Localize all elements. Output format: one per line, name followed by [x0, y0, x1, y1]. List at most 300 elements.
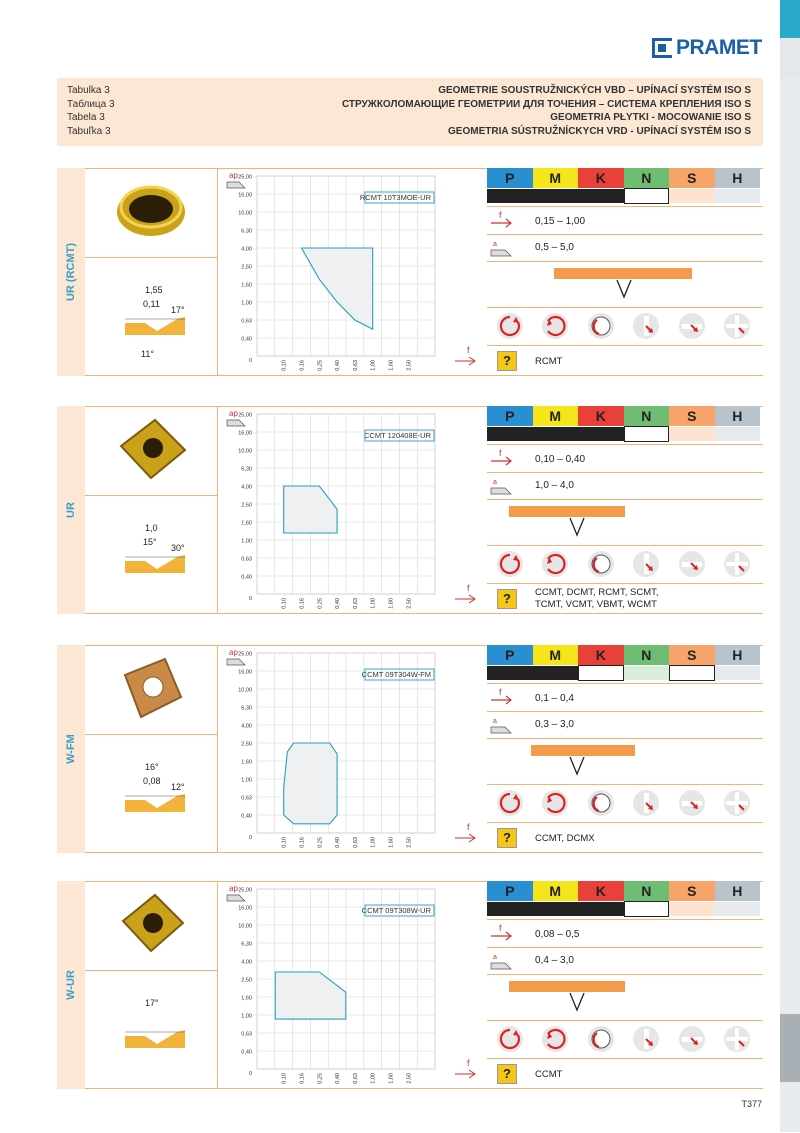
chipbreaker-profile	[85, 734, 217, 853]
svg-text:a: a	[493, 954, 497, 961]
question-icon: ?	[497, 828, 517, 848]
material-h: H	[715, 645, 761, 665]
conditional-mark	[624, 188, 670, 204]
y-tick-label: 6,30	[241, 466, 252, 473]
x-tick-label: 1,60	[388, 360, 395, 371]
y-tick-label: 0,40	[241, 1049, 252, 1056]
suitability-cell	[578, 189, 624, 203]
material-suitability-row	[487, 427, 760, 441]
chart-label-box	[364, 430, 434, 441]
suitability-cell	[578, 902, 624, 916]
insert-image-cell	[85, 645, 218, 735]
depth-of-cut-icon	[489, 715, 515, 735]
suitability-cell	[669, 902, 715, 916]
y-tick-label: 0,40	[241, 336, 252, 343]
y-tick-label: 4,00	[241, 484, 252, 491]
operation-icons-row	[487, 784, 763, 823]
suitability-cell	[624, 666, 670, 680]
feed-depth-chart	[217, 645, 487, 853]
geometry-dimension: 1,0	[145, 523, 158, 533]
operation-slot	[487, 550, 533, 578]
operation-slot	[715, 312, 761, 340]
material-m: M	[533, 881, 579, 901]
y-tick-label: 0	[248, 1071, 252, 1077]
x-tick-label: 0,40	[335, 837, 342, 848]
geometry-dimension: 1,55	[145, 285, 163, 295]
feed-depth-chart	[217, 881, 487, 1089]
y-tick-label: 6,30	[241, 228, 252, 235]
insert-designation: RCMT 10T3MOE-UR	[359, 193, 431, 202]
x-tick-label: 0,10	[281, 598, 288, 609]
feed-row	[487, 919, 763, 948]
material-n: N	[624, 881, 670, 901]
material-cell	[487, 168, 763, 376]
material-groups	[487, 881, 760, 901]
chart-cell	[217, 406, 487, 614]
material-n: N	[624, 406, 670, 426]
x-tick-label: 0,25	[317, 837, 324, 848]
y-tick-label: 10,00	[238, 687, 252, 694]
question-icon: ?	[497, 1064, 517, 1084]
grades-row	[487, 822, 763, 854]
y-tick-label: 25,00	[238, 887, 252, 894]
insert-types-list: RCMT	[535, 356, 563, 367]
chip-control-row	[487, 974, 763, 1021]
external-turning-icon	[496, 312, 524, 340]
insert-photo	[85, 406, 217, 495]
x-tick-label: 2,50	[406, 360, 413, 371]
profiling-icon	[678, 550, 706, 578]
page-number: T377	[741, 1099, 762, 1109]
x-tick-label: 1,00	[370, 598, 377, 609]
geometry-dimension: 0,11	[143, 299, 160, 309]
suitability-cell	[533, 427, 579, 441]
operation-slot	[669, 789, 715, 817]
y-tick-label: 0,63	[241, 318, 252, 325]
operation-slot	[487, 1025, 533, 1053]
pramet-logo-mark	[652, 38, 672, 58]
x-tick-label: 0,10	[281, 837, 288, 848]
geometry-dimension: 17°	[145, 998, 159, 1008]
feed-arrow-icon	[455, 357, 475, 365]
operation-slot	[578, 789, 624, 817]
facing-icon	[632, 550, 660, 578]
y-axis-label: ap	[229, 171, 238, 180]
material-p: P	[487, 881, 533, 901]
y-tick-label: 2,50	[241, 264, 252, 271]
x-tick-label: 0,40	[335, 1073, 342, 1084]
insert-hole	[143, 913, 163, 933]
table-label: Tabulka 3	[67, 85, 110, 96]
material-h: H	[715, 406, 761, 426]
x-tick-label: 1,00	[370, 1073, 377, 1084]
geometry-dimension: 15°	[143, 537, 157, 547]
material-suitability-row	[487, 189, 760, 203]
suitable-mark	[487, 189, 533, 203]
feed-arrow-icon	[455, 834, 475, 842]
internal-turning-icon	[587, 789, 615, 817]
suitability-cell	[624, 427, 670, 441]
suitability-cell	[624, 189, 670, 203]
x-tick-label: 0,40	[335, 598, 342, 609]
reverse-turning-icon	[541, 550, 569, 578]
conditional-mark	[624, 901, 670, 917]
geometry-section	[57, 406, 763, 614]
geometry-cell	[85, 257, 218, 376]
operation-slot	[715, 1025, 761, 1053]
material-m: M	[533, 645, 579, 665]
material-n: N	[624, 168, 670, 188]
question-icon: ?	[497, 589, 517, 609]
conditional-mark	[578, 665, 624, 681]
suitable-mark	[533, 666, 579, 680]
y-tick-label: 4,00	[241, 723, 252, 730]
material-groups	[487, 406, 760, 426]
y-tick-label: 2,50	[241, 977, 252, 984]
x-tick-label: 1,00	[370, 837, 377, 848]
insert-image-cell	[85, 168, 218, 258]
profiling-icon	[678, 789, 706, 817]
geometry-section	[57, 168, 763, 376]
grades-row	[487, 583, 763, 615]
suitability-cell	[533, 189, 579, 203]
pramet-logo	[652, 36, 762, 60]
operation-slot	[715, 789, 761, 817]
material-cell	[487, 881, 763, 1089]
table-label: Tabela 3	[67, 112, 105, 123]
chapter-tab-strip	[778, 0, 800, 1132]
y-tick-label: 10,00	[238, 923, 252, 930]
y-tick-label: 10,00	[238, 210, 252, 217]
depth-row	[487, 711, 763, 739]
profile-shape	[125, 794, 185, 812]
table-title: СТРУЖКОЛОМАЮЩИЕ ГЕОМЕТРИИ ДЛЯ ТОЧЕНИЯ – СИСТЕМА КРЕПЛЕНИЯ ISO S	[341, 98, 751, 110]
internal-turning-icon	[587, 312, 615, 340]
x-tick-label: 0,40	[335, 360, 342, 371]
y-tick-label: 1,00	[241, 538, 252, 545]
y-tick-label: 16,00	[238, 192, 252, 199]
operation-slot	[533, 789, 579, 817]
depth-of-cut-icon	[227, 420, 245, 426]
cutting-range-bar	[554, 268, 692, 279]
material-suitability-row	[487, 666, 760, 680]
material-k: K	[578, 406, 624, 426]
external-turning-icon	[496, 1025, 524, 1053]
x-tick-label: 0,63	[352, 598, 359, 609]
operation-slot	[669, 1025, 715, 1053]
suitable-mark	[578, 902, 624, 916]
x-tick-label: 1,60	[388, 598, 395, 609]
insert-types-list: CCMT	[535, 1069, 563, 1080]
suitability-cell	[487, 902, 533, 916]
material-suitability-row	[487, 902, 760, 916]
material-s: S	[669, 168, 715, 188]
feed-icon	[489, 923, 515, 943]
suitability-cell	[669, 189, 715, 203]
cutting-range-bar	[509, 506, 625, 517]
suitable-mark	[487, 427, 533, 441]
operation-slot	[533, 312, 579, 340]
x-tick-label: 0,10	[281, 1073, 288, 1084]
table-label-block	[67, 84, 115, 138]
feed-icon	[489, 210, 515, 230]
y-tick-label: 10,00	[238, 448, 252, 455]
section-label-bar	[57, 168, 85, 376]
suitability-cell	[715, 427, 761, 441]
material-k: K	[578, 168, 624, 188]
operation-icons-row	[487, 307, 763, 346]
operation-slot	[624, 550, 670, 578]
y-axis-label: ap	[229, 409, 238, 418]
insert-photo	[85, 881, 217, 970]
facing-icon	[632, 1025, 660, 1053]
y-tick-label: 0,63	[241, 1031, 252, 1038]
suitable-mark	[533, 189, 579, 203]
material-cell	[487, 645, 763, 853]
x-tick-label: 0,16	[299, 1073, 306, 1084]
suitable-mark	[533, 427, 579, 441]
geometry-dimension: 0,08	[143, 776, 161, 786]
facing-icon	[632, 312, 660, 340]
table-label: Таблица 3	[67, 98, 115, 110]
material-groups	[487, 645, 760, 665]
y-tick-label: 16,00	[238, 669, 252, 676]
material-s: S	[669, 406, 715, 426]
suitability-cell	[624, 902, 670, 916]
y-tick-label: 1,60	[241, 282, 252, 289]
chip-control-row	[487, 261, 763, 308]
table-title: GEOMETRIE SOUSTRUŽNICKÝCH VBD – UPÍNACÍ SYSTÉM ISO S	[438, 85, 751, 96]
depth-of-cut-icon	[489, 238, 515, 258]
profiling-icon	[678, 312, 706, 340]
geometry-name: UR	[65, 502, 77, 518]
svg-text:f: f	[499, 923, 502, 933]
feed-arrow-icon	[455, 595, 475, 603]
operation-icons	[487, 550, 763, 578]
feed-depth-chart	[217, 406, 487, 614]
suitability-cell	[715, 666, 761, 680]
chip-control-row	[487, 499, 763, 546]
operation-slot	[624, 1025, 670, 1053]
grooving-icon	[723, 550, 751, 578]
y-tick-label: 4,00	[241, 959, 252, 966]
geometry-name: W-FM	[65, 734, 77, 764]
internal-turning-icon	[587, 1025, 615, 1053]
insert-photo	[85, 645, 217, 734]
insert-photo	[85, 168, 217, 257]
optimum-pointer-icon	[569, 756, 585, 781]
material-cell	[487, 406, 763, 614]
y-tick-label: 0,40	[241, 574, 252, 581]
feed-range: 0,15 – 1,00	[535, 216, 586, 227]
material-k: K	[578, 881, 624, 901]
suitability-cell	[715, 189, 761, 203]
depth-row	[487, 472, 763, 500]
operation-slot	[669, 550, 715, 578]
x-axis-label: f	[467, 345, 470, 355]
y-tick-label: 4,00	[241, 246, 252, 253]
x-tick-label: 2,50	[406, 1073, 413, 1084]
feed-icon	[489, 448, 515, 468]
depth-row	[487, 947, 763, 975]
x-tick-label: 2,50	[406, 837, 413, 848]
reverse-turning-icon	[541, 789, 569, 817]
operation-slot	[578, 550, 624, 578]
y-tick-label: 0	[248, 835, 252, 841]
y-tick-label: 6,30	[241, 941, 252, 948]
suitable-mark	[578, 189, 624, 203]
material-s: S	[669, 881, 715, 901]
material-k: K	[578, 645, 624, 665]
feed-range: 0,08 – 0,5	[535, 929, 580, 940]
y-tick-label: 0,63	[241, 556, 252, 563]
chart-label-box	[362, 905, 434, 916]
insert-image-cell	[85, 406, 218, 496]
operation-icons-row	[487, 545, 763, 584]
suitability-cell	[487, 666, 533, 680]
grooving-icon	[723, 789, 751, 817]
insert-types-list: CCMT, DCMX	[535, 833, 595, 844]
y-axis-label: ap	[229, 648, 238, 657]
y-tick-label: 1,60	[241, 520, 252, 527]
y-tick-label: 0,63	[241, 795, 252, 802]
depth-range: 0,4 – 3,0	[535, 955, 574, 966]
feed-row	[487, 444, 763, 473]
insert-designation: CCMT 09T308W-UR	[361, 906, 431, 915]
chipbreaker-profile	[85, 970, 217, 1089]
material-p: P	[487, 168, 533, 188]
section-label-bar	[57, 645, 85, 853]
external-turning-icon	[496, 789, 524, 817]
internal-turning-icon	[587, 550, 615, 578]
optimum-pointer-icon	[569, 992, 585, 1017]
svg-text:a: a	[493, 479, 497, 486]
geometry-section	[57, 645, 763, 853]
material-p: P	[487, 406, 533, 426]
depth-row	[487, 234, 763, 262]
suitable-mark	[578, 427, 624, 441]
y-tick-label: 25,00	[238, 651, 252, 658]
operation-slot	[669, 312, 715, 340]
depth-of-cut-icon	[489, 951, 515, 971]
reverse-turning-icon	[541, 312, 569, 340]
operation-slot	[487, 789, 533, 817]
feed-range: 0,10 – 0,40	[535, 454, 586, 465]
material-h: H	[715, 881, 761, 901]
x-tick-label: 0,16	[299, 598, 306, 609]
feed-range: 0,1 – 0,4	[535, 693, 574, 704]
feed-row	[487, 206, 763, 235]
section-label-bar	[57, 881, 85, 1089]
geometry-dimension: 11°	[141, 349, 154, 359]
material-p: P	[487, 645, 533, 665]
operation-slot	[715, 550, 761, 578]
operation-icons	[487, 789, 763, 817]
x-tick-label: 1,60	[388, 1073, 395, 1084]
depth-of-cut-icon	[227, 659, 245, 665]
geometry-cell	[85, 495, 218, 614]
x-tick-label: 1,60	[388, 837, 395, 848]
x-tick-label: 0,10	[281, 360, 288, 371]
profiling-icon	[678, 1025, 706, 1053]
optimum-pointer-icon	[616, 279, 632, 304]
grades-row	[487, 345, 763, 377]
insert-hole	[143, 438, 163, 458]
x-axis-label: f	[467, 822, 470, 832]
x-tick-label: 0,63	[352, 837, 359, 848]
chart-cell	[217, 168, 487, 376]
suitability-cell	[578, 666, 624, 680]
grooving-icon	[723, 312, 751, 340]
x-tick-label: 1,00	[370, 360, 377, 371]
chart-label-box	[360, 192, 434, 203]
material-s: S	[669, 645, 715, 665]
x-axis-label: f	[467, 1058, 470, 1068]
y-tick-label: 2,50	[241, 741, 252, 748]
operation-slot	[533, 1025, 579, 1053]
y-tick-label: 16,00	[238, 430, 252, 437]
feed-depth-chart	[217, 168, 487, 376]
application-area	[284, 743, 337, 824]
x-tick-label: 0,25	[317, 360, 324, 371]
suitability-cell	[487, 189, 533, 203]
suitability-cell	[715, 902, 761, 916]
cutting-range-bar	[509, 981, 625, 992]
x-tick-label: 2,50	[406, 598, 413, 609]
suitability-cell	[487, 427, 533, 441]
y-tick-label: 2,50	[241, 502, 252, 509]
insert-image-cell	[85, 881, 218, 971]
y-tick-label: 1,00	[241, 1013, 252, 1020]
svg-text:f: f	[499, 448, 502, 458]
suitability-cell	[578, 427, 624, 441]
y-tick-label: 0	[248, 596, 252, 602]
table-header	[57, 78, 763, 146]
suitability-cell	[533, 666, 579, 680]
y-tick-label: 0,40	[241, 813, 252, 820]
y-tick-label: 16,00	[238, 905, 252, 912]
grades-row	[487, 1058, 763, 1090]
y-tick-label: 0	[248, 358, 252, 364]
material-n: N	[624, 645, 670, 665]
depth-range: 1,0 – 4,0	[535, 480, 574, 491]
profile-shape	[125, 555, 185, 573]
insert-hole	[129, 195, 173, 223]
insert-hole	[143, 677, 163, 697]
grooving-icon	[723, 1025, 751, 1053]
x-axis-label: f	[467, 583, 470, 593]
conditional-mark	[669, 665, 715, 681]
material-h: H	[715, 168, 761, 188]
y-tick-label: 1,60	[241, 759, 252, 766]
depth-of-cut-icon	[489, 476, 515, 496]
svg-text:f: f	[499, 210, 502, 220]
table-title-block	[342, 84, 751, 138]
x-tick-label: 0,25	[317, 1073, 324, 1084]
chipbreaker-profile	[85, 257, 217, 376]
svg-text:a: a	[493, 718, 497, 725]
chipbreaker-profile	[85, 495, 217, 614]
insert-designation: CCMT 120408E-UR	[364, 431, 431, 440]
facing-icon	[632, 789, 660, 817]
material-groups	[487, 168, 760, 188]
y-axis-label: ap	[229, 884, 238, 893]
suitability-cell	[533, 902, 579, 916]
operation-slot	[624, 312, 670, 340]
svg-text:a: a	[493, 241, 497, 248]
section-label-bar	[57, 406, 85, 614]
profile-shape	[125, 317, 185, 335]
